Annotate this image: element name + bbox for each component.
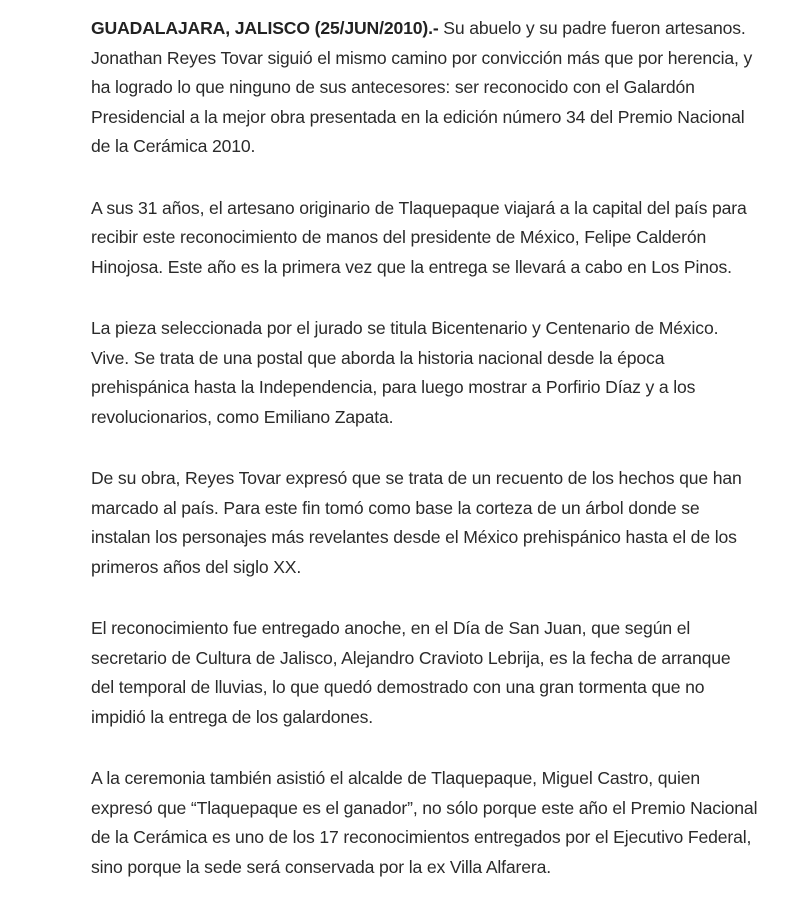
article-paragraph: [91, 464, 791, 582]
text-line: secretario de Cultura de Jalisco, Alejandro Cravioto Lebrija, es la fecha de arranque: [91, 647, 731, 668]
text-line: primeros años del siglo XX.: [91, 556, 302, 577]
text-line: expresó que “Tlaquepaque es el ganador”, no sólo porque este año el Premio Nacional: [91, 797, 758, 818]
article-paragraph: [91, 614, 791, 732]
text-line: de la Cerámica 2010.: [91, 136, 256, 156]
text-line: El reconocimiento fue entregado anoche, en el Día de San Juan, que según el: [91, 618, 691, 638]
text-line: marcado al país. Para este fin tomó como base la corteza de un árbol donde se: [91, 497, 700, 518]
text-line: A sus 31 años, el artesano originario de Tlaquepaque viajará a la capital del país para: [91, 197, 747, 218]
text-line: De su obra, Reyes Tovar expresó que se trata de un recuento de los hechos que han: [91, 468, 742, 488]
text-line: A la ceremonia también asistió el alcalde de Tlaquepaque, Miguel Castro, quien: [91, 768, 701, 788]
article-paragraph: [91, 194, 791, 283]
lead-text: Su abuelo y su padre fueron artesanos.: [438, 18, 746, 38]
text-line: Vive. Se trata de una postal que aborda la historia nacional desde la época: [91, 347, 665, 368]
text-line: prehispánica hasta la Independencia, para luego mostrar a Porfirio Díaz y a los: [91, 377, 696, 397]
text-line: sino porque la sede será conservada por la ex Villa Alfarera.: [91, 856, 551, 877]
text-line: Presidencial a la mejor obra presentada en la edición número 34 del Premio Nacional: [91, 106, 745, 127]
text-line: revolucionarios, como Emiliano Zapata.: [91, 406, 394, 427]
text-line: Hinojosa. Este año es la primera vez que la entrega se llevará a cabo en Los Pinos.: [91, 256, 732, 277]
text-line: impidió la entrega de los galardones.: [91, 706, 373, 727]
dateline: GUADALAJARA, JALISCO (25/JUN/2010).-: [91, 18, 439, 38]
text-line: La pieza seleccionada por el jurado se titula Bicentenario y Centenario de México.: [91, 318, 719, 338]
text-line: Jonathan Reyes Tovar siguió el mismo camino por convicción más que por herencia, y: [91, 47, 753, 68]
text-line: de la Cerámica es uno de los 17 reconocimientos entregados por el Ejecutivo Federal,: [91, 827, 752, 847]
article-paragraph: [91, 764, 791, 882]
text-line: del temporal de lluvias, lo que quedó demostrado con una gran tormenta que no: [91, 677, 705, 697]
text-line: [91, 14, 791, 44]
article-paragraph: [91, 14, 791, 162]
text-line: instalan los personajes más revelantes desde el México prehispánico hasta el de los: [91, 527, 737, 547]
text-line: recibir este reconocimiento de manos del presidente de México, Felipe Calderón: [91, 227, 707, 247]
article-body: [91, 14, 791, 914]
article-paragraph: [91, 314, 791, 432]
text-line: ha logrado lo que ninguno de sus antecesores: ser reconocido con el Galardón: [91, 77, 695, 97]
